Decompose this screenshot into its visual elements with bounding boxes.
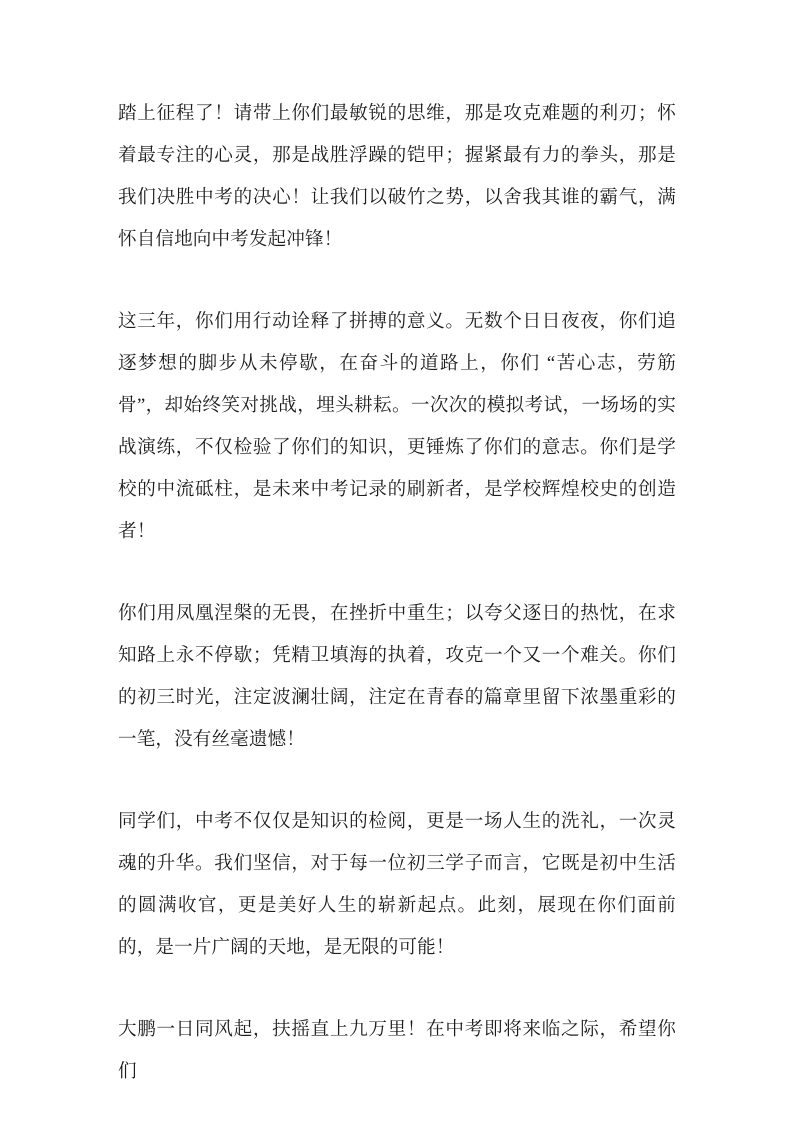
paragraph: 大鹏一日同风起，扶摇直上九万里！在中考即将来临之际，希望你们 bbox=[118, 1019, 676, 1082]
paragraph: 踏上征程了！请带上你们最敏锐的思维，那是攻克难题的利刃；怀着最专注的心灵，那是战胜浮躁的铠甲；握紧最有力的拳头，那是我们决胜中考的决心！让我们以破竹之势，以舍我其谁的霸气，满怀自信地向中考发起冲锋！ bbox=[118, 103, 676, 250]
paragraph: 同学们，中考不仅仅是知识的检阅，更是一场人生的洗礼，一次灵魂的升华。我们坚信，对于每一位初三学子而言，它既是初中生活的圆满收官，更是美好人生的崭新起点。此刻，展现在你们面前的，是一片广阔的天地，是无限的可能！ bbox=[118, 811, 676, 958]
paragraph: 你们用凤凰涅槃的无畏，在挫折中重生；以夸父逐日的热忱，在求知路上永不停歇；凭精卫填海的执着，攻克一个又一个难关。你们的初三时光，注定波澜壮阔，注定在青春的篇章里留下浓墨重彩的一笔，没有丝毫遗憾！ bbox=[118, 603, 676, 750]
paragraph: 这三年，你们用行动诠释了拼搏的意义。无数个日日夜夜，你们追逐梦想的脚步从未停歇，在奋斗的道路上，你们 “苦心志，劳筋骨”，却始终笑对挑战，埋头耕耘。一次次的模拟考试，一场场的实战演练，不仅检验了你们的知识，更锤炼了你们的意志。你们是学校的中流砥柱，是未来中考记录的刷新者，是学校辉煌校史的创造者！ bbox=[118, 311, 676, 542]
document-body bbox=[118, 93, 676, 1093]
